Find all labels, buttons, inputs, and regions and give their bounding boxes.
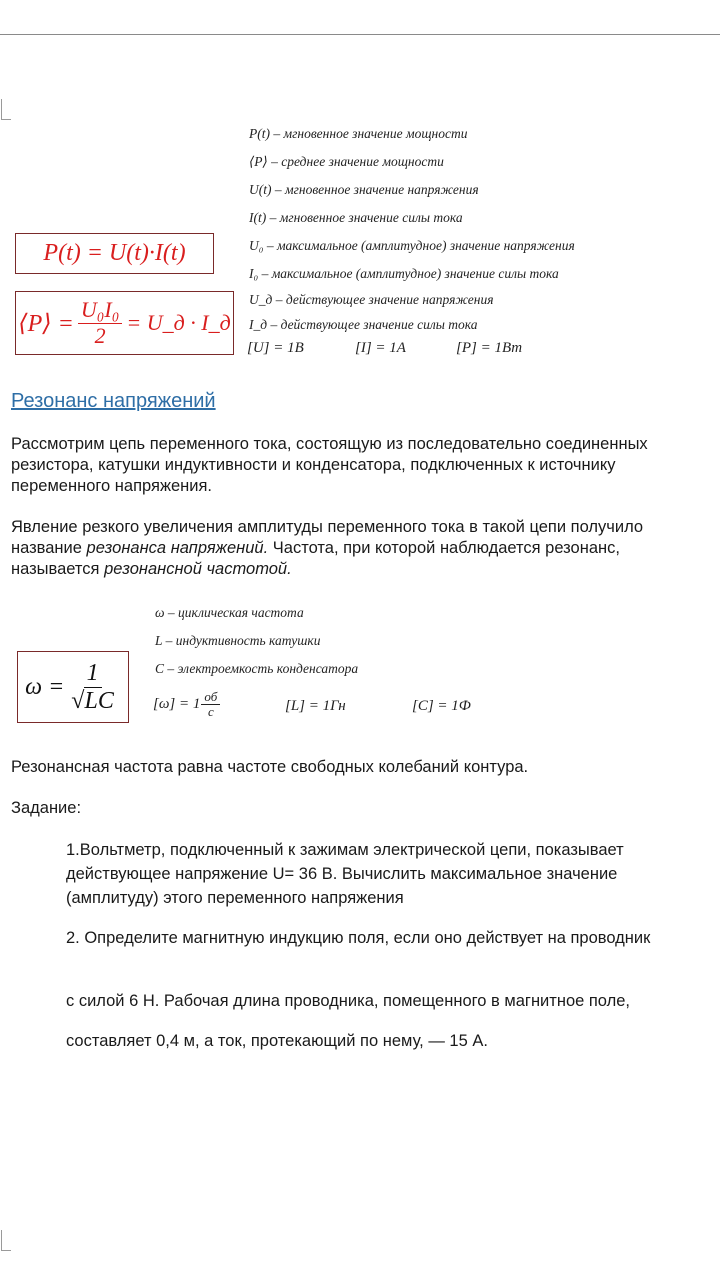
avg-power-denominator: 2 [94, 322, 106, 348]
definition-line: I(t) – мгновенное значение силы тока [249, 210, 463, 225]
definition-line: U₀ – максимальное (амплитудное) значение напряжения [249, 238, 575, 253]
term-voltage-resonance: резонанса напряжений. [86, 539, 269, 557]
definition-line: ⟨P⟩ – среднее значение мощности [249, 154, 444, 169]
omega-lhs: ω = [25, 673, 65, 700]
unit-inductance: [L] = 1Гн [285, 698, 346, 714]
resonant-frequency-formula [17, 651, 129, 723]
definition-line: ω – циклическая частота [155, 605, 304, 620]
term-resonant-frequency: резонансной частотой. [104, 560, 292, 578]
paragraph-resonance [11, 517, 711, 580]
instant-power-formula [15, 233, 214, 274]
task-item: составляет 0,4 м, а ток, протекающий по нему, — 15 А. [66, 1032, 488, 1050]
unit-voltage: [U] = 1В [247, 340, 304, 356]
definition-line: U(t) – мгновенное значение напряжения [249, 182, 479, 197]
definition-line: P(t) – мгновенное значение мощности [249, 126, 468, 141]
section-heading-resonance[interactable]: Резонанс напряжений [11, 390, 216, 412]
crop-mark-top [1, 99, 11, 120]
avg-power-lhs: ⟨P⟩ = [18, 310, 74, 337]
paragraph-resonant-frequency: Резонансная частота равна частоте свободных колебаний контура. [11, 758, 529, 776]
avg-power-numerator: U₀I₀ [78, 298, 123, 323]
unit-omega-fraction [201, 690, 220, 720]
unit-omega-denominator: с [207, 704, 214, 720]
paragraph-circuit: Рассмотрим цепь переменного тока, состоящую из последовательно соединенных резистора, катушки индуктивности и конденсатора, подключенных к источнику переменного напряжения. [11, 435, 648, 495]
task-item: с силой 6 Н. Рабочая длина проводника, помещенного в магнитное поле, [66, 992, 631, 1010]
avg-power-fraction [78, 298, 123, 347]
definition-line: C – электроемкость конденсатора [155, 661, 359, 676]
omega-fraction [68, 660, 117, 714]
crop-mark-bottom [1, 1230, 11, 1251]
unit-capacitance: [C] = 1Ф [412, 698, 471, 714]
top-divider [0, 34, 720, 35]
omega-numerator: 1 [84, 660, 102, 687]
definition-line: U_д – действующее значение напряжения [249, 292, 494, 307]
unit-omega [153, 690, 224, 720]
definition-line: L – индуктивность катушки [155, 633, 321, 648]
unit-omega-prefix: [ω] = 1 [153, 696, 201, 713]
paragraph-resonance-text-1: Явление резкого увеличения амплитуды переменного тока в такой цепи получило название [11, 518, 644, 557]
omega-denominator: √LC [71, 687, 114, 714]
task-item: 2. Определите магнитную индукцию поля, если оно действует на проводник [66, 929, 651, 947]
unit-power: [P] = 1Вт [456, 340, 523, 356]
definition-line: I_д – действующее значение силы тока [249, 317, 478, 332]
unit-omega-numerator: об [201, 690, 220, 705]
unit-current: [I] = 1А [355, 340, 406, 356]
task-item: 1.Вольтметр, подключенный к зажимам электрической цепи, показывает действующее напряжение U= 36 В. Вычислить максимальное значение (амплитуду) этого переменного напряжения [66, 841, 624, 907]
avg-power-rhs: = U_д · I_д [126, 310, 231, 335]
instant-power-text: P(t) = U(t)·I(t) [43, 240, 186, 266]
definition-line: I₀ – максимальное (амплитудное) значение силы тока [249, 266, 559, 281]
paragraph-resonance-text-2: Частота, при которой наблюдается резонанс, называется [11, 539, 620, 578]
task-title: Задание: [11, 799, 82, 817]
average-power-formula [15, 291, 234, 355]
